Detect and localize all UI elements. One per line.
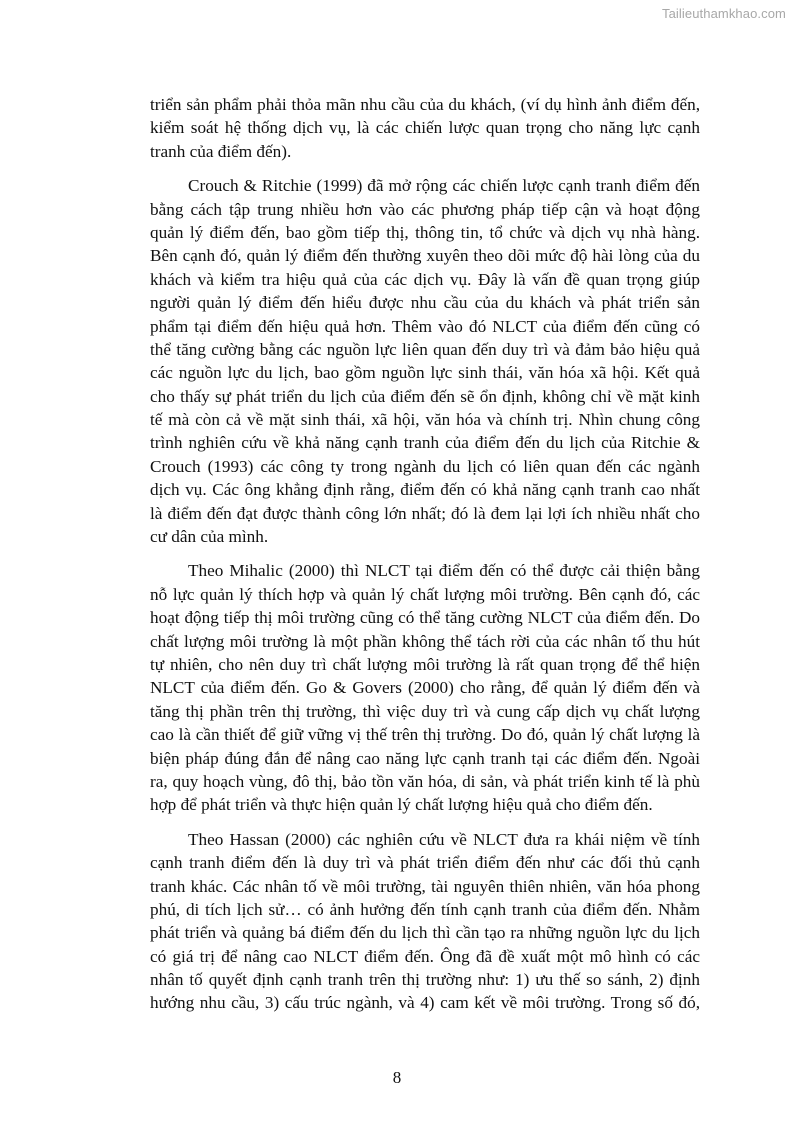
text-line: khách và kiểm tra hiệu quả của các dịch vụ. Đây là vấn đề quan trọng giúp xyxy=(150,269,700,289)
paragraph-4 xyxy=(150,828,700,1015)
text-line: cho thấy sự phát triển du lịch của điểm đến sẽ ổn định, không chỉ về mặt kinh xyxy=(150,386,700,406)
paragraph-1 xyxy=(150,93,700,163)
text-line: phú, di tích lịch sử… có ảnh hưởng đến tính cạnh tranh của điểm đến. Nhằm xyxy=(150,899,700,919)
text-line: dịch vụ. Các ông khẳng định rằng, điểm đến có khả năng cạnh tranh cao nhất xyxy=(150,480,700,500)
text-line: nỗ lực quản lý thích hợp và quản lý chất lượng môi trường. Bên cạnh đó, các xyxy=(150,584,700,604)
text-line: có giá trị để nâng cao NLCT điểm đến. Ông đã đề xuất một mô hình có các xyxy=(150,946,700,966)
text-line: triển sản phẩm phải thỏa mãn nhu cầu của du khách, (ví dụ hình ảnh điểm đến, xyxy=(150,95,700,114)
text-line: hợp để phát triển và thực hiện quản lý chất lượng hiệu quả cho điểm đến. xyxy=(150,795,653,815)
text-line: cao là cần thiết để giữ vững vị thế trên thị trường. Do đó, quản lý chất lượng là xyxy=(150,725,700,745)
text-line: Theo Hassan (2000) các nghiên cứu về NLCT đưa ra khái niệm về tính xyxy=(188,829,700,849)
text-line: tranh khác. Các nhân tố về môi trường, tài nguyên thiên nhiên, văn hóa phong xyxy=(150,876,700,896)
text-line: thể tăng cường bằng các nguồn lực liên quan đến duy trì và đảm bảo hiệu quả xyxy=(150,339,700,359)
watermark-text: Tailieuthamkhao.com xyxy=(661,6,786,21)
text-line: tự nhiên, cho nên duy trì chất lượng môi trường là rất quan trọng để thể hiện xyxy=(150,654,700,674)
text-line: cư dân của mình. xyxy=(150,527,269,547)
text-line: tế mà còn cả về mặt sinh thái, xã hội, văn hóa và chính trị. Nhìn chung công xyxy=(150,410,700,430)
text-line: nhân tố quyết định cạnh tranh trên thị trường như: 1) ưu thế so sánh, 2) định xyxy=(150,970,700,990)
text-line: tranh của điểm đến). xyxy=(150,141,292,161)
text-line: kiểm soát hệ thống dịch vụ, là các chiến lược quan trọng cho năng lực cạnh xyxy=(150,118,700,138)
paragraph-3 xyxy=(150,559,700,816)
text-line: Crouch & Ritchie (1999) đã mở rộng các chiến lược cạnh tranh điểm đến xyxy=(188,176,700,196)
paragraph-2 xyxy=(150,174,700,548)
text-line: Bên cạnh đó, quản lý điểm đến thường xuyên theo dõi mức độ hài lòng của du xyxy=(150,246,700,266)
text-line: hoạt động tiếp thị môi trường cũng có thể tăng cường NLCT của điểm đến. Do xyxy=(150,608,700,628)
text-line: Crouch (1993) các công ty trong ngành du lịch có liên quan đến các ngành xyxy=(150,456,700,476)
text-line: quản lý điểm đến, bao gồm tiếp thị, thông tin, tổ chức và dịch vụ nhà hàng. xyxy=(150,222,700,242)
text-line: biện pháp đúng đắn để nâng cao năng lực cạnh tranh tại các điểm đến. Ngoài xyxy=(150,748,700,768)
text-line: phát triển và quảng bá điểm đến du lịch thì cần tạo ra những nguồn lực du lịch xyxy=(150,923,700,943)
text-line: các nguồn lực du lịch, bao gồm nguồn lực sinh thái, văn hóa xã hội. Kết quả xyxy=(150,363,700,383)
text-line: tăng thị phần trên thị trường, thì việc duy trì và cung cấp dịch vụ chất lượng xyxy=(150,701,700,721)
text-line: Theo Mihalic (2000) thì NLCT tại điểm đến có thể được cải thiện bằng xyxy=(188,561,700,581)
text-line: bằng cách tập trung nhiều hơn vào các phương pháp tiếp cận và hoạt động xyxy=(150,199,700,219)
text-line: ra, quy hoạch vùng, đô thị, bảo tồn văn hóa, di sản, và phát triển kinh tế là phù xyxy=(150,771,700,791)
text-line: cạnh tranh điểm đến là duy trì và phát triển điểm đến như các đối thủ cạnh xyxy=(150,853,700,873)
document-body xyxy=(150,93,700,1026)
text-line: người quản lý điểm đến hiểu được nhu cầu của du khách và phát triển sản xyxy=(150,293,700,313)
text-line: trình nghiên cứu về khả năng cạnh tranh của điểm đến du lịch của Ritchie & xyxy=(150,433,700,453)
text-line: chất lượng môi trường là một phần không thể tách rời của các nhân tố thu hút xyxy=(150,631,700,651)
page-number: 8 xyxy=(392,1068,402,1087)
text-line: là điểm đến đạt được thành công lớn nhất; đó là đem lại lợi ích nhiều nhất cho xyxy=(150,503,700,523)
text-line: NLCT của điểm đến. Go & Govers (2000) cho rằng, để quản lý điểm đến và xyxy=(150,678,700,698)
text-line: phẩm tại điểm đến hiệu quả hơn. Thêm vào đó NLCT của điểm đến cũng có xyxy=(150,316,700,336)
text-line: hướng nhu cầu, 3) cấu trúc ngành, và 4) cam kết về môi trường. Trong số đó, xyxy=(150,993,700,1013)
